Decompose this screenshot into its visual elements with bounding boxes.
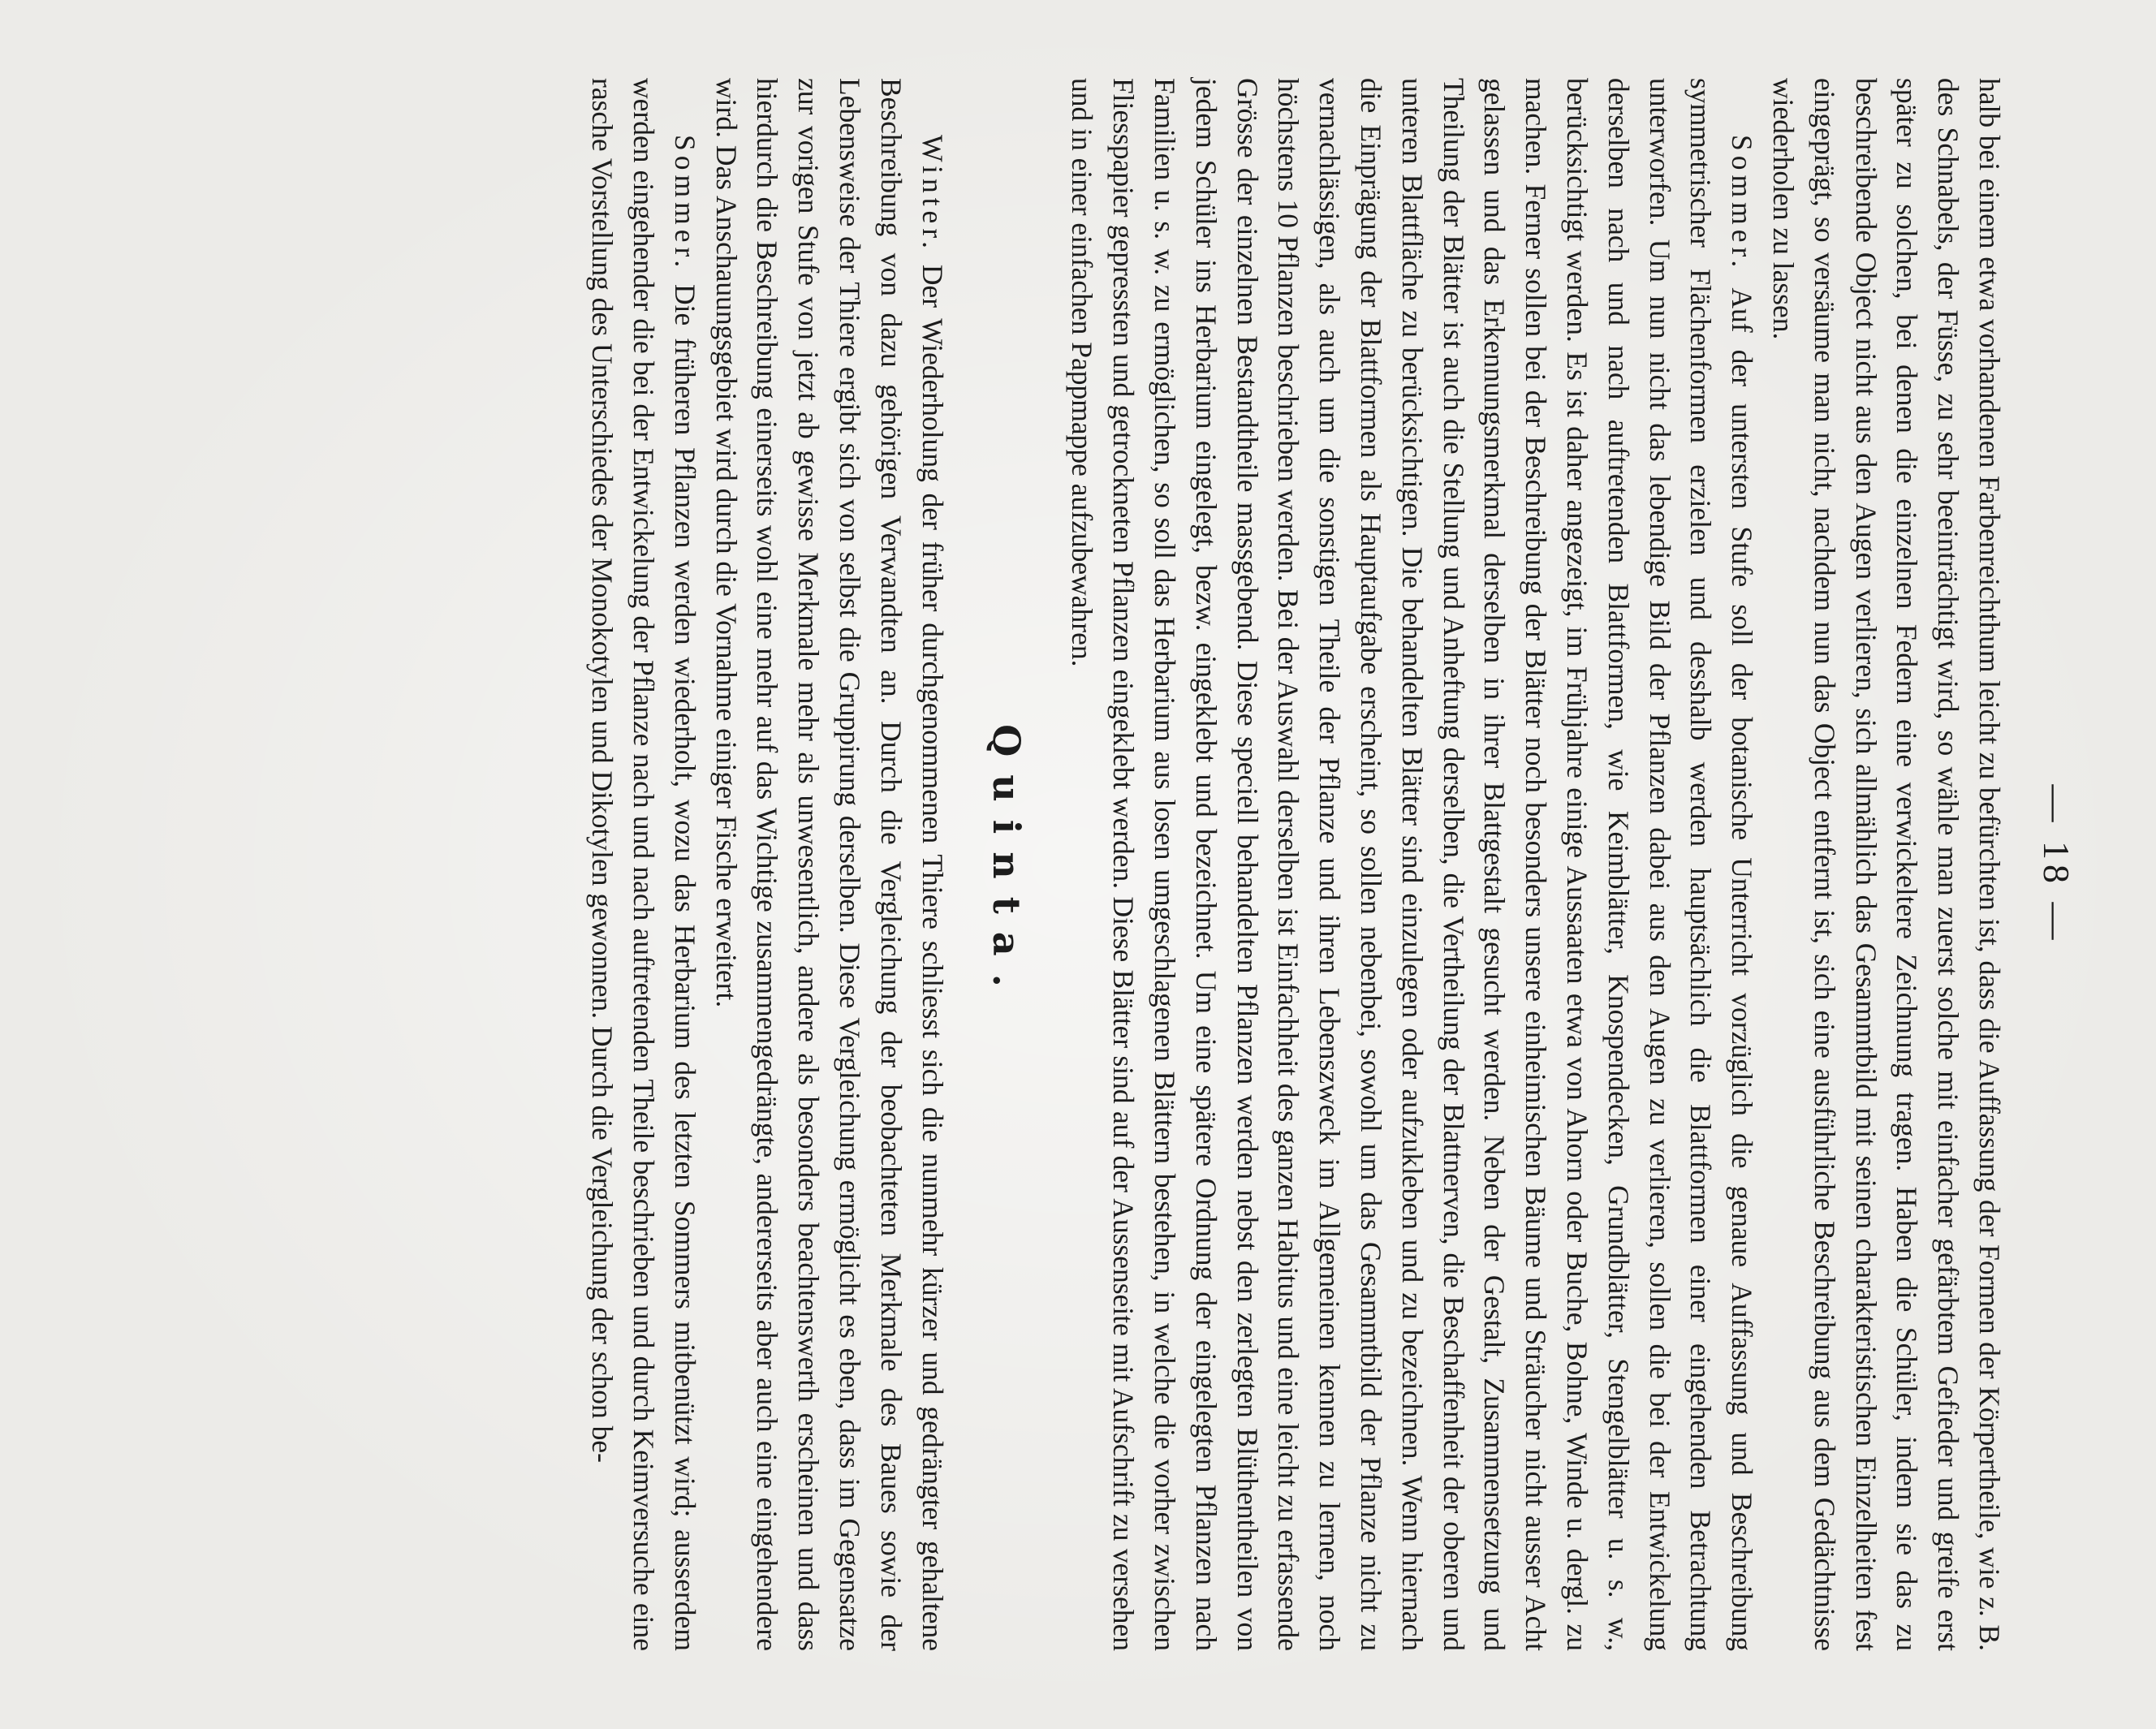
paragraph-sommer-sexta: [1062, 78, 1763, 1651]
paragraph-text: halb bei einem etwa vorhandenen Farbenreichthum leicht zu befürchten ist, dass die Auffassung der Formen der Körpertheile, wie z. B. des Schnabels, der Füsse, zu sehr beeinträchtigt wird, so wähle man zuerst solche mit einfacher gefärbtem Gefieder und greife erst später zu solchen, bei denen die einzelnen Federn eine verwickeltere Zeichnung tragen. Haben die Schüler, indem sie das zu beschreibende Object nicht aus den Augen verlieren, sich allmählich das Gesammtbild mit seinen charakteristischen Einzelheiten fest eingeprägt, so versäume man nicht, nachdem nun das Object entfernt ist, sich eine ausführliche Beschreibung aus dem Gedächtnisse wiederholen zu lassen.: [1767, 78, 2006, 1651]
paragraph-lead-sommer: Sommer.: [668, 135, 701, 273]
section-heading-quinta: Quinta.: [984, 724, 1028, 1005]
paragraph-lead-sommer: Sommer.: [1726, 135, 1759, 273]
paragraph-sommer-quinta: [582, 78, 705, 1651]
paragraph-text: Die früheren Pflanzen werden wiederholt, wozu das Herbarium des letzten Sommers mitbenützt wird; ausserdem werden eingehender die bei der Entwickelung der Pflanze nach und nach auftretenden Theile beschrieben und durch Keimversuche eine rasche Vorstellung des Unterschiedes der Monokotylen und Dikotylen gewonnen. Durch die Vergleichung der schon be-: [586, 78, 701, 1651]
paragraph-text: Der Wiederholung der früher durchgenommenen Thiere schliesst sich die nunmehr kürzer und gedrängter gehaltene Beschreibung von dazu gehörigen Verwandten an. Durch die Vergleichung der beobachteten Merkmale des Baues sowie der Lebensweise der Thiere ergibt sich von selbst die Gruppirung derselben. Diese Vergleichung ermöglicht es eben, dass im Gegensatze zur vorigen Stufe von jetzt ab gewisse Merkmale mehr als unwesentlich, andere als besonders beachtenswerth erscheinen und dass hierdurch die Beschreibung einerseits wohl eine mehr auf das Wichtige zusammengedrängte, andererseits aber auch eine eingehendere wird. Das Anschauungsgebiet wird durch die Vornahme einiger Fische erweitert.: [709, 78, 949, 1651]
paragraph-text: Auf der untersten Stufe soll der botanische Unterricht vorzüglich die genaue Auffassung und Beschreibung symmetrischer Flächenformen erzielen und desshalb werden hauptsächlich die Blattformen einer eingehenden Betrachtung unterworfen. Um nun nicht das lebendige Bild der Pflanzen dabei aus den Augen zu verlieren, sollen die bei der Entwickelung derselben nach und nach auftretenden Blattformen, wie Keimblätter, Knospendecken, Grundblätter, Stengelblätter u. s. w., berücksichtigt werden. Es ist daher angezeigt, im Frühjahre einige Aussaaten etwa von Ahorn oder Buche, Bohne, Winde u. dergl. zu machen. Ferner sollen bei der Beschreibung der Blätter noch besonders unsere einheimischen Bäume und Sträucher nicht ausser Acht gelassen und das Erkennungsmerkmal derselben in ihrer Blattgestalt gesucht werden. Neben der Gestalt, Zusammensetzung und Theilung der Blätter ist auch die Stellung und Anheftung derselben, die Vertheilung der Blattnerven, die Beschaffenheit der oberen und unteren Blattfläche zu berücksichtigen. Die behandelten Blätter sind einzulegen oder aufzukleben und zu bezeichnen. Wenn hiernach die Einprägung der Blattformen als Hauptaufgabe erscheint, so sollen nebenbei, sowohl um das Gesammtbild der Pflanze nicht zu vernachlässigen, als auch um die sonstigen Theile der Pflanze und ihren Lebenszweck im Allgemeinen kennen zu lernen, noch höchstens 10 Pflanzen beschrieben werden. Bei der Auswahl derselben ist Einfachheit des ganzen Habitus und eine leicht zu erfassende Grösse der einzelnen Bestandtheile massgebend. Diese speciell behandelten Pflanzen werden nebst den zerlegten Blüthentheilen von jedem Schüler ins Herbarium eingelegt, bezw. eingeklebt und bezeichnet. Um eine spätere Ordnung der eingelegten Pflanzen nach Familien u. s. w. zu ermöglichen, so soll das Herbarium aus losen umgeschlagenen Blättern bestehen, in welche die vorher zwischen Fliesspapier gepressten und getrockneten Pflanzen eingeklebt werden. Diese Blätter sind auf der Aussenseite mit Aufschrift zu versehen und in einer einfachen Pappmappe aufzubewahren.: [1066, 78, 1759, 1651]
paragraph-continuation: [1762, 78, 2010, 1651]
rotated-book-page: [55, 49, 2101, 1680]
page-number: — 18 —: [2036, 784, 2077, 945]
paragraph-winter: [705, 78, 953, 1651]
paragraph-lead-winter: Winter.: [916, 135, 949, 254]
